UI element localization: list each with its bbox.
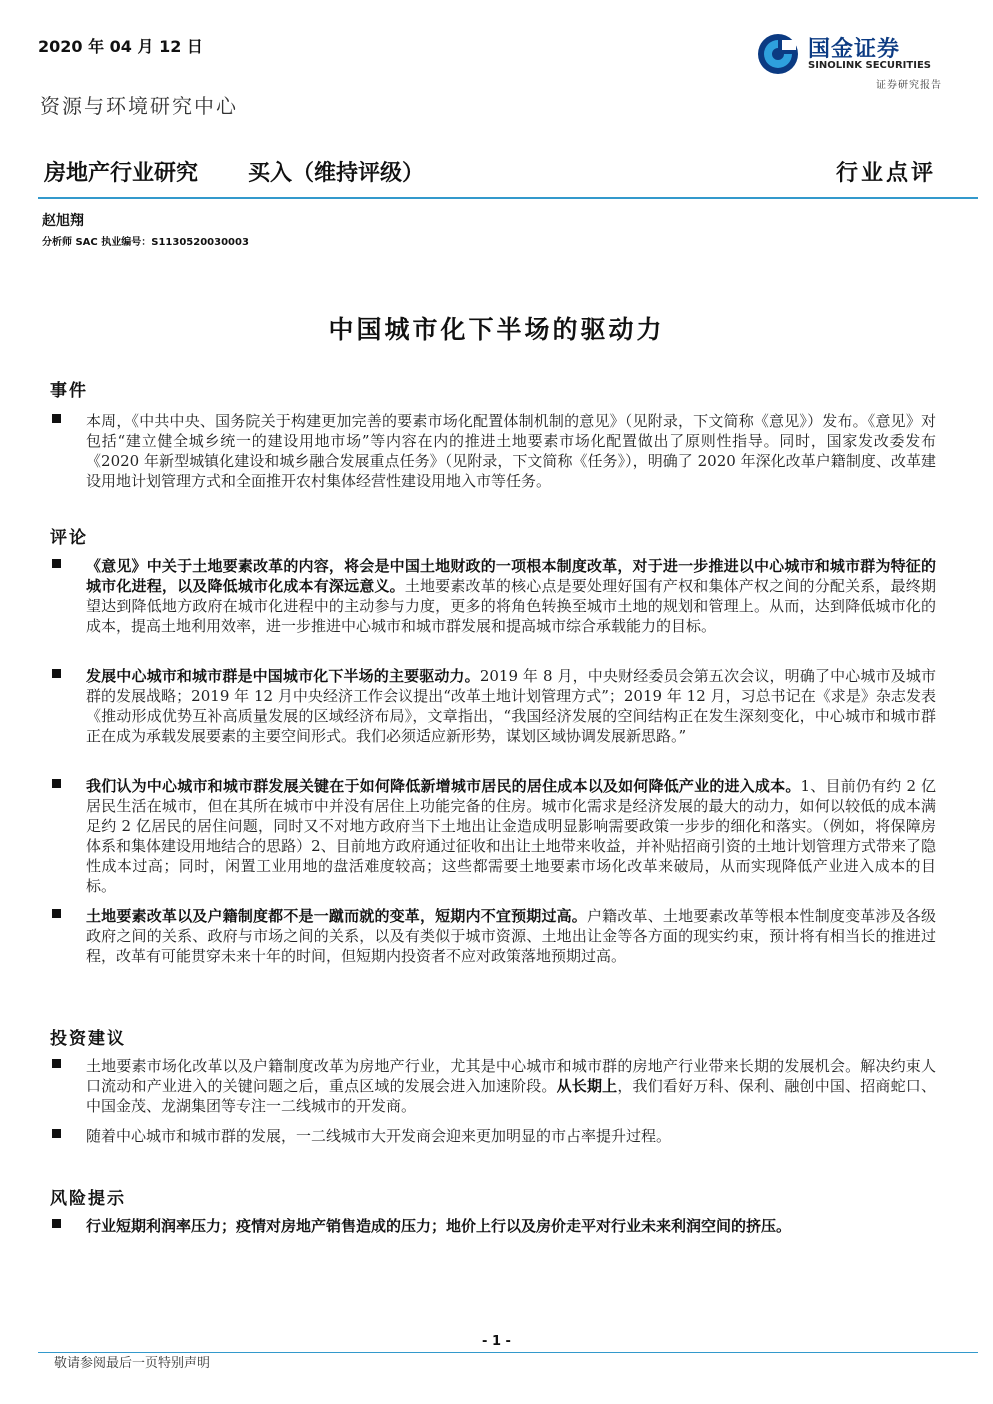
report-date: 2020 年 04 月 12 日 [38, 37, 203, 56]
page-number: - 1 - [482, 1334, 511, 1349]
risk-bold: 行业短期利润率压力；疫情对房地产销售造成的压力；地价上行以及房价走平对行业未来利润空间的挤压。 [86, 1217, 792, 1235]
sector-label: 房地产行业研究 [44, 161, 199, 186]
bullet-icon [52, 779, 61, 788]
disclaimer-note: 敬请参阅最后一页特别声明 [54, 1356, 211, 1371]
advice-paragraph-1 [52, 1056, 936, 1116]
comment-paragraph-2 [52, 666, 936, 746]
section-heading-event: 事件 [50, 381, 88, 401]
comment-2-bold: 发展中心城市和城市群是中国城市化下半场的主要驱动力。 [86, 667, 480, 685]
report-type-label: 行业点评 [836, 160, 937, 186]
advice-paragraph-2 [52, 1126, 936, 1146]
comment-paragraph-1 [52, 556, 936, 636]
logo-chinese-name: 国金证券 [808, 37, 901, 62]
header-divider [38, 197, 978, 199]
section-heading-comment: 评论 [50, 528, 88, 548]
bullet-icon [52, 559, 61, 568]
advice-1-text-b: ，我们看好万科、保利、融创中国、招商蛇口、中国金茂、龙湖集团等专注一二线城市的开发商。 [86, 1077, 936, 1115]
bullet-icon [52, 1059, 61, 1068]
bullet-icon [52, 414, 61, 423]
analyst-sac-number: 分析师 SAC 执业编号：S1130520030003 [42, 237, 249, 246]
rating-label: 买入（维持评级） [248, 161, 425, 186]
advice-1-text-a: 土地要素市场化改革以及户籍制度改革为房地产行业，尤其是中心城市和城市群的房地产行业带来长期的发展机会。解决约束人口流动和产业进入的关键问题之后，重点区域的发展会进入加速阶段。 [86, 1057, 936, 1095]
comment-4-bold: 土地要素改革以及户籍制度都不是一蹴而就的变革，短期内不宜预期过高。 [86, 907, 587, 925]
comment-3-bold: 我们认为中心城市和城市群发展关键在于如何降低新增城市居民的居住成本以及如何降低产业的进入成本。 [86, 777, 801, 795]
event-paragraph [52, 411, 936, 491]
bullet-icon [52, 1129, 61, 1138]
research-center-name: 资源与环境研究中心 [40, 94, 238, 118]
advice-1-bold: 从长期上 [556, 1077, 618, 1095]
section-heading-advice: 投资建议 [50, 1029, 126, 1049]
advice-2-text: 随着中心城市和城市群的发展，一二线城市大开发商会迎来更加明显的市占率提升过程。 [86, 1127, 672, 1145]
comment-1-text: 土地要素改革的核心点是要处理好国有产权和集体产权之间的分配关系，最终期望达到降低地方政府在城市化进程中的主动参与力度，更多的将角色转换至城市土地的规划和管理上。从而，达到降低城市化的成本，提高土地利用效率，进一步推进中心城市和城市群发展和提高城市综合承载能力的目标。 [86, 577, 936, 635]
comment-1-bold: 《意见》中关于土地要素改革的内容，将会是中国土地财政的一项根本制度改革，对于进一步推进以中心城市和城市群为特征的城市化进程，以及降低城市化成本有深远意义。 [86, 557, 936, 595]
logo-english-name: SINOLINK SECURITIES [808, 60, 931, 71]
comment-4-text: 户籍改革、土地要素改革等根本性制度变革涉及各级政府之间的关系、政府与市场之间的关系，以及有类似于城市资源、土地出让金等各方面的现实约束，预计将有相当长的推进过程，改革有可能贯穿未来十年的时间，但短期内投资者不应对政策落地预期过高。 [86, 907, 936, 965]
report-title: 中国城市化下半场的驱动力 [328, 315, 665, 344]
comment-paragraph-4 [52, 906, 936, 966]
comment-3-text: 1、目前仍有约 2 亿居民生活在城市，但在其所在城市中并没有居住上功能完备的住房。城市化需求是经济发展的最大的动力，如何以较低的成本满足约 2 亿居民的居住问题，同时又不对地方政府当下土地出让金造成明显影响需要政策一步步的细化和落实。（例如，将保障房体系和集体建设用地结合的思路）2、目前地方政府通过征收和出让土地带来收益，并补贴招商引资的土地计划管理方式带来了隐性成本过高；同时，闲置工业用地的盘活难度较高；这些都需要土地要素市场化改革来破局，从而实现降低产业进入成本的目标。 [86, 777, 936, 895]
bullet-icon [52, 669, 61, 678]
company-logo [756, 30, 946, 92]
event-paragraph-text: 本周，《中共中央、国务院关于构建更加完善的要素市场化配置体制机制的意见》（见附录，下文简称《意见》）发布。《意见》对包括“建立健全城乡统一的建设用地市场”等内容在内的推进土地要素市场化配置做出了原则性指导。同时，国家发改委发布《2020 年新型城镇化建设和城乡融合发展重点任务》（见附录，下文简称《任务》），明确了 2020 年深化改革户籍制度、改革建设用地计划管理方式和全面推开农村集体经营性建设用地入市等任务。 [86, 412, 936, 490]
risk-paragraph [52, 1216, 936, 1236]
sinolink-logo-icon [756, 32, 800, 76]
bullet-icon [52, 909, 61, 918]
analyst-name: 赵旭翔 [42, 213, 84, 229]
comment-paragraph-3 [52, 776, 936, 896]
comment-2-text: 2019 年 8 月，中央财经委员会第五次会议，明确了中心城市及城市群的发展战略；2019 年 12 月中央经济工作会议提出“改革土地计划管理方式”；2019 年 12 月，习总书记在《求是》杂志发表《推动形成优势互补高质量发展的区域经济布局》，文章指出，“我国经济发展的空间结构正在发生深刻变化，中心城市和城市群正在成为承载发展要素的主要空间形式。我们必须适应新形势，谋划区域协调发展新思路。” [86, 667, 936, 745]
logo-subtitle: 证券研究报告 [876, 80, 942, 91]
section-heading-risk: 风险提示 [50, 1189, 126, 1209]
bullet-icon [52, 1219, 61, 1228]
